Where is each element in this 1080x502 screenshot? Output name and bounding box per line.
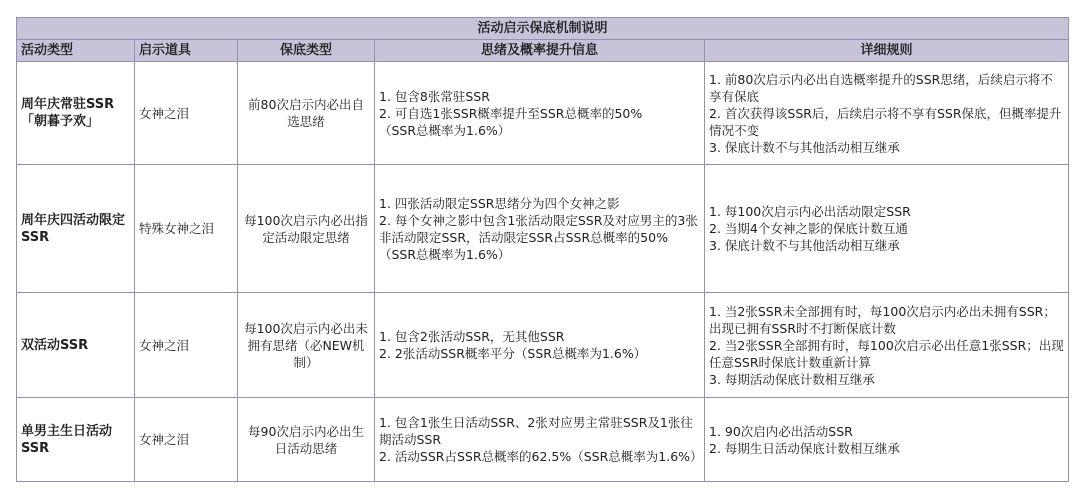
cell-rules [705,293,1069,398]
info-line: 1. 包含8张常驻SSR [379,88,490,104]
rule-line: 3. 每期活动保底计数相互继承 [709,371,875,387]
cell-pity-type: 每90次启示内必出生日活动思绪 [238,398,375,482]
table-row [17,398,1069,482]
cell-info [375,62,705,165]
header-info: 思绪及概率提升信息 [375,40,705,62]
cell-pity-type: 每100次启示内必出未拥有思绪（必NEW机制） [238,293,375,398]
header-activity-type: 活动类型 [17,40,135,62]
info-line: （SSR总概率为1.6%） [379,122,511,138]
table-title: 活动启示保底机制说明 [17,18,1069,40]
cell-activity-type: 周年庆常驻SSR「朝暮予欢」 [17,62,135,165]
header-row [17,40,1069,62]
cell-item: 女神之泪 [135,62,238,165]
cell-rules [705,62,1069,165]
cell-item: 特殊女神之泪 [135,165,238,293]
rule-line: 2. 当2张SSR全部拥有时，每100次启示必出任意1张SSR；出现任意SSR时保底计数重新计算 [709,337,1064,370]
info-line: 2. 每个女神之影中包含1张活动限定SSR及对应男主的3张非活动限定SSR，活动限定SSR占SSR总概率的50%（SSR总概率为1.6%） [379,212,698,262]
info-line: 1. 包含1张生日活动SSR、2张对应男主常驻SSR及1张往期活动SSR [379,415,693,447]
cell-activity-type: 周年庆四活动限定SSR [17,165,135,293]
table-row [17,62,1069,165]
info-line: 2. 活动SSR占SSR总概率的62.5%（SSR总概率为1.6%） [379,449,703,464]
rule-line: 2. 每期生日活动保底计数相互继承 [709,440,900,456]
cell-pity-type: 前80次启示内必出自选思绪 [238,62,375,165]
gacha-pity-table [16,17,1069,482]
header-rules: 详细规则 [705,40,1069,62]
cell-pity-type: 每100次启示内必出指定活动限定思绪 [238,165,375,293]
table-row [17,293,1069,398]
cell-info [375,398,705,482]
rule-line: 1. 90次启内必出活动SSR [709,423,853,439]
rule-line: 3. 保底计数不与其他活动相互继承 [709,139,900,155]
cell-activity-type: 双活动SSR [17,293,135,398]
table-row [17,165,1069,293]
cell-rules [705,398,1069,482]
rule-line: 3. 保底计数不与其他活动相互继承 [709,238,900,253]
cell-rules [705,165,1069,293]
info-line: 2. 2张活动SSR概率平分（SSR总概率为1.6%） [379,346,647,361]
cell-item: 女神之泪 [135,293,238,398]
rules-table-container [16,17,1068,482]
cell-info [375,293,705,398]
rule-line: 2. 当期4个女神之影的保底计数互通 [709,221,908,236]
info-line: 2. 可自选1张SSR概率提升至SSR总概率的50% [379,105,643,121]
header-item: 启示道具 [135,40,238,62]
header-pity-type: 保底类型 [238,40,375,62]
info-line: 1. 四张活动限定SSR思绪分为四个女神之影 [379,195,620,211]
info-line: 1. 包含2张活动SSR，无其他SSR [379,329,565,344]
rule-line: 1. 当2张SSR未全部拥有时，每100次启示内必出未拥有SSR；出现已拥有SSR时不打断保底计数 [709,303,1056,336]
rule-line: 1. 每100次启示内必出活动限定SSR [709,204,911,219]
rule-line: 1. 前80次启示内必出自选概率提升的SSR思绪，后续启示将不享有保底 [709,71,1053,104]
cell-item: 女神之泪 [135,398,238,482]
cell-activity-type: 单男主生日活动SSR [17,398,135,482]
cell-info [375,165,705,293]
title-row [17,18,1069,40]
rule-line: 2. 首次获得该SSR后，后续启示将不享有SSR保底，但概率提升情况不变 [709,105,1062,138]
